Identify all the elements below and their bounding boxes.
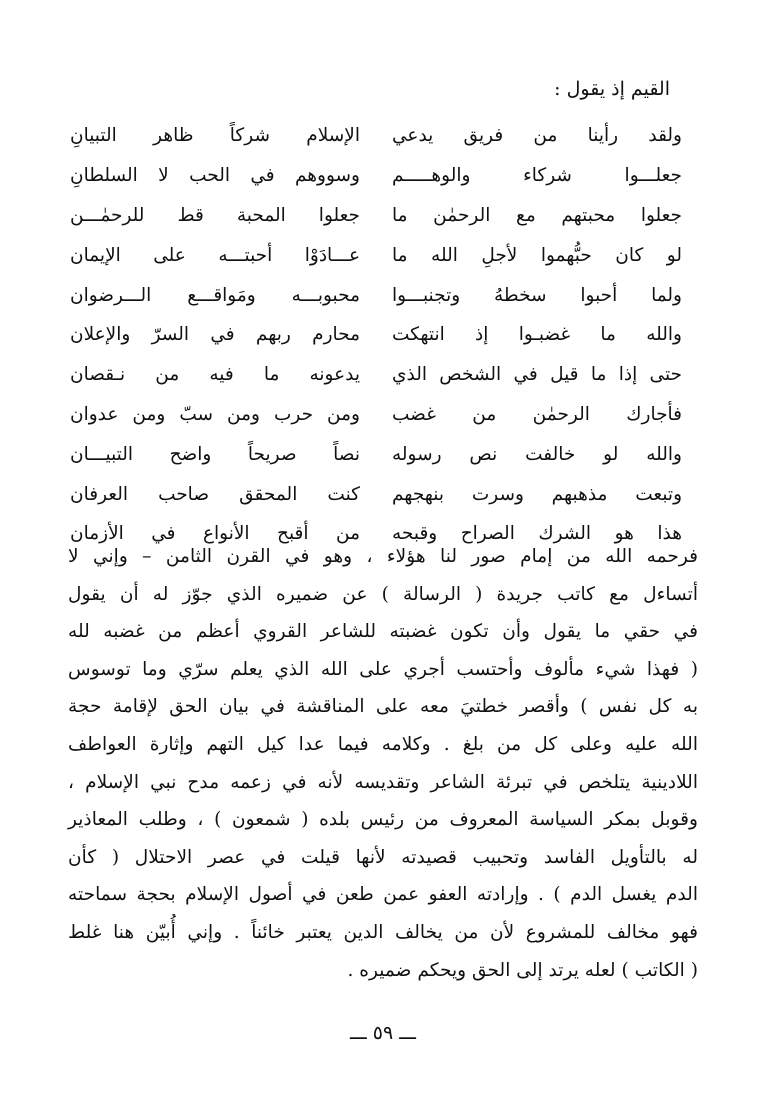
paragraph-line: وقوبل بمكر السياسة المعروف من رئيس بلده ( شمعون ) ، وطلب المعاذير — [68, 809, 698, 831]
verse-left-hemistich: محبوبـــه ومَواقـــع الـــرضوان — [70, 284, 360, 306]
verse-line — [70, 156, 682, 196]
verse-line — [70, 235, 682, 275]
verse-left-hemistich: وسووهم في الحب لا السلطانِ — [70, 165, 360, 187]
verse-right-hemistich: جعلوا محبتهم مع الرحمٰن ما — [392, 204, 682, 226]
verse-right-hemistich: لو كان حبُّهموا لأجلِ الله ما — [392, 244, 682, 266]
paragraph-line: الله عليه وعلى كل من بلغ . وكلامه فيما عدا كيل التهم وإثارة العواطف — [68, 733, 698, 755]
verse-line — [70, 116, 682, 156]
verse-left-hemistich: عـــادَوْا أحبتـــه على الإيمان — [70, 244, 360, 266]
paragraph-line: فهو مخالف للمشروع لأن من يخالف الدين يعتبر خائناً . وإني أُبيّن هنا غلط — [68, 921, 698, 943]
paragraph-line: به كل نفس ) وأقصر خطتيَ معه على المناقشة في بيان الحق لإقامة حجة — [68, 696, 698, 718]
verse-left-hemistich: محارم ربهم في السرّ والإعلان — [70, 324, 360, 346]
paragraph-line: ( فهذا شيء مألوف وأحتسب أجري على الله الذي يعلم سرّي وما توسوس — [68, 658, 698, 680]
intro-line: القيم إذ يقول : — [554, 78, 670, 100]
verse-line — [70, 275, 682, 315]
verse-right-hemistich: جعلـــوا شركاء والوهـــــم — [392, 165, 682, 187]
prose-paragraph — [68, 538, 698, 989]
verse-line — [70, 434, 682, 474]
poem-block — [70, 116, 682, 554]
paragraph-line: الدم يغسل الدم ) . وإرادته العفو عمن طعن في أصول الإسلام بحجة سماحته — [68, 884, 698, 906]
verse-right-hemistich: هذا هو الشرك الصراح وقبحه — [392, 523, 682, 545]
verse-left-hemistich: كنت المحقق صاحب العرفان — [70, 483, 360, 505]
paragraph-line: أتساءل مع كاتب جريدة ( الرسالة ) عن ضميره الذي جوّز له أن يقول — [68, 583, 698, 605]
verse-line — [70, 395, 682, 435]
paragraph-line: ( الكاتب ) لعله يرتد إلى الحق ويحكم ضميره . — [347, 959, 698, 981]
paragraph-line: في حقي ما يقول وأن تكون غضبته للشاعر القروي أعظم من غضبه لله — [68, 621, 698, 643]
paragraph-line: له بالتأويل الفاسد وتحبيب قصيدته لأنها قيلت في عصر الاحتلال ( كأن — [68, 846, 698, 868]
verse-line — [70, 474, 682, 514]
verse-left-hemistich: جعلوا المحبة قط للرحمٰـــن — [70, 204, 360, 226]
verse-right-hemistich: والله ما غضبـوا إذ انتهكت — [392, 324, 682, 346]
verse-line — [70, 315, 682, 355]
verse-left-hemistich: نصاً صريحاً واضح التبيـــان — [70, 443, 360, 465]
page-number: ـــ ٥٩ ـــ — [350, 1022, 416, 1044]
verse-left-hemistich: يدعونه ما فيه من نـقصان — [70, 364, 360, 386]
paragraph-line: اللادينية يتلخص في تبرئة الشاعر وتقديسه لأنه في زعمه مدح نبي الإسلام ، — [68, 771, 698, 793]
verse-right-hemistich: فأجارك الرحمٰن من غضب — [392, 403, 682, 425]
verse-left-hemistich: ومن حرب ومن سبّ ومن عدوان — [70, 403, 360, 425]
verse-left-hemistich: الإسلام شركاً ظاهر التبيانِ — [70, 125, 360, 147]
verse-left-hemistich: من أقبح الأنواع في الأزمان — [70, 523, 360, 545]
verse-right-hemistich: ولقد رأينا من فريق يدعي — [392, 125, 682, 147]
verse-right-hemistich: وتبعت مذهبهم وسرت بنهجهم — [392, 483, 682, 505]
verse-right-hemistich: ولما أحبوا سخطهُ وتجنبـــوا — [392, 284, 682, 306]
verse-right-hemistich: والله لو خالفت نص رسوله — [392, 443, 682, 465]
paragraph-line: فرحمه الله من إمام صور لنا هؤلاء ، وهو في القرن الثامن – وإني لا — [68, 546, 698, 567]
verse-line — [70, 196, 682, 236]
verse-line — [70, 355, 682, 395]
verse-right-hemistich: حتى إذا ما قيل في الشخص الذي — [392, 364, 682, 386]
